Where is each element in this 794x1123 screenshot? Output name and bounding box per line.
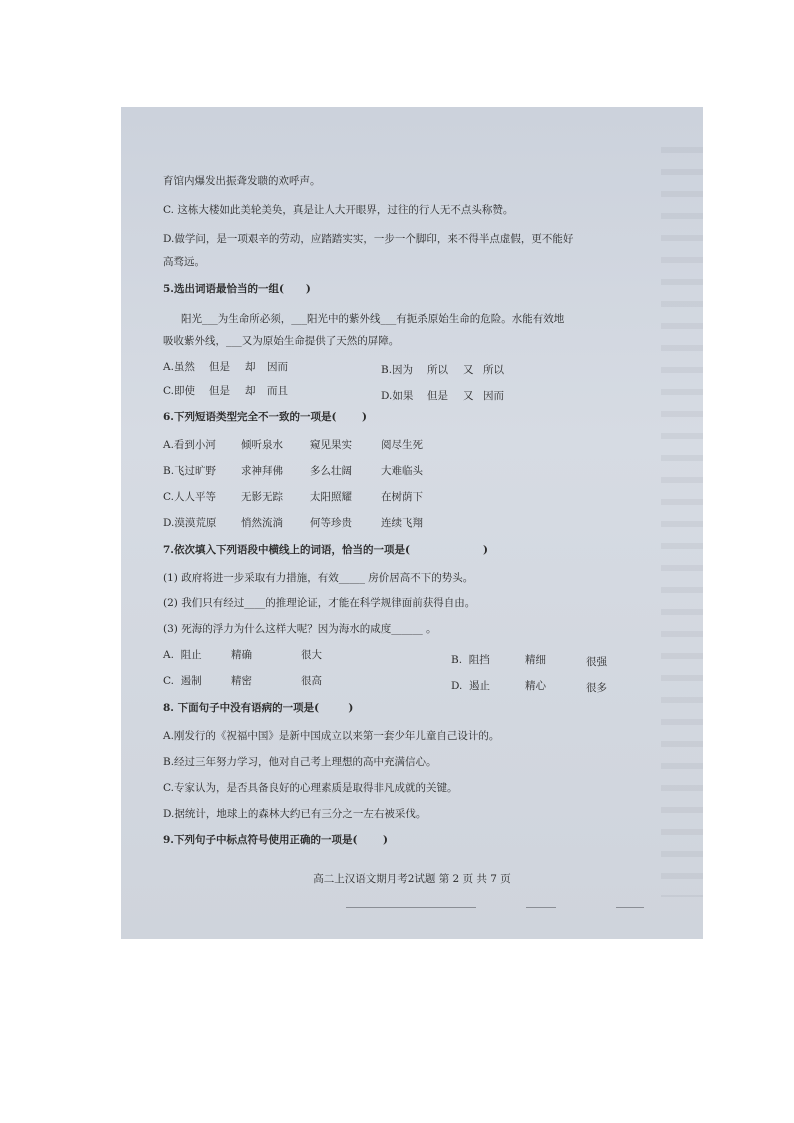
page-footer: 高二上汉语文期月考2试题 第 2 页 共 7 页 xyxy=(313,873,511,885)
q8-option-b: B.经过三年努力学习，他对自己考上理想的高中充满信心。 xyxy=(163,756,437,768)
question-8: 8. 下面句子中没有语病的一项是( ) xyxy=(163,702,354,714)
question-6: 6.下列短语类型完全不一致的一项是( ) xyxy=(163,411,367,423)
q5-passage-2: 吸收紫外线，___又为原始生命提供了天然的屏障。 xyxy=(163,335,400,347)
text-line: C. 这栋大楼如此美轮美奂，真是让人大开眼界，过往的行人无不点头称赞。 xyxy=(163,204,514,216)
footer-divider xyxy=(616,907,644,908)
q8-option-c: C.专家认为，是否具备良好的心理素质是取得非凡成就的关键。 xyxy=(163,782,458,794)
footer-divider xyxy=(526,907,556,908)
q8-option-d: D.据统计，地球上的森林大约已有三分之一左右被采伐。 xyxy=(163,808,427,820)
q8-option-a: A.刚发行的《祝福中国》是新中国成立以来第一套少年儿童自己设计的。 xyxy=(163,730,500,742)
question-5: 5.选出词语最恰当的一组( ) xyxy=(163,283,311,295)
text-line: D.做学问，是一项艰辛的劳动，应踏踏实实，一步一个脚印，来不得半点虚假，更不能好 xyxy=(163,233,574,245)
q5-passage-1: 阳光___为生命所必须，___阳光中的紫外线___有扼杀原始生命的危险。水能有效地 xyxy=(181,313,565,325)
text-line: 高骛远。 xyxy=(163,256,205,268)
question-9: 9.下列句子中标点符号使用正确的一项是( ) xyxy=(163,834,388,846)
question-7: 7.依次填入下列语段中横线上的词语，恰当的一项是( ) xyxy=(163,544,489,556)
scanned-page: 育馆内爆发出振聋发聩的欢呼声。 C. 这栋大楼如此美轮美奂，真是让人大开眼界，过往的行人无不点头称赞。 D.做学问，是一项艰辛的劳动，应踏踏实实，一步一个脚印，来不得半点虚假，更不能好 高骛远。 5.选出词语最恰当的一组( ) 阳光___为生命所必须，___阳光中的紫外线___有扼杀原始生命的危险。水能有效地 吸收紫外线，___又为原始生命提供了天然的屏障。 A.虽然 但是 却 因而 B.因为 所以 又 所以 C.即使 但是 却 而且 D.如果 但是 又 因而 6.下列短语类型完全不一致的一项是( ) A.看到小河 倾听泉水 窥见果实 阅尽生死 B.飞过旷野 求神拜佛 多么壮阔 大难临头 C.人人平等 无影无踪 太阳照耀 在树荫下 D.漠漠荒原 悄然流淌 何等珍贵 连续飞翔 7.依次填入下列语段中横线上的词语，恰当的一项是( ) (1) 政府将进一步采取有力措施，有效_____ 房价居高不下的势头。 (2) 我们只有经过____的推理论证，才能在科学规律面前获得自由。 (3) 死海的浮力为什么这样大呢？因为海水的咸度______ 。 A. 阻止 精确 很大 B. 阻挡 精细 很强 C. 遏制 精密 很高 D. 遏止 精心 很多 8. 下面句子中没有语病的一项是( ) A.刚发行的《祝福中国》是新中国成立以来第一套少年儿童自己设计的。 B.经过三年努力学习，他对自己考上理想的高中充满信心。 C.专家认为，是否具备良好的心理素质是取得非凡成就的关键。 D.据统计，地球上的森林大约已有三分之一左右被采伐。 9.下列句子中标点符号使用正确的一项是( ) 高二上汉语文期月考2试题 第 2 页 共 7 页 xyxy=(121,107,703,939)
bleed-through-shadow xyxy=(661,147,703,897)
q7-sentence-1: (1) 政府将进一步采取有力措施，有效_____ 房价居高不下的势头。 xyxy=(163,572,474,584)
footer-divider xyxy=(346,907,476,908)
q7-sentence-2: (2) 我们只有经过____的推理论证，才能在科学规律面前获得自由。 xyxy=(163,597,476,609)
q7-sentence-3: (3) 死海的浮力为什么这样大呢？因为海水的咸度______ 。 xyxy=(163,623,437,635)
text-line: 育馆内爆发出振聋发聩的欢呼声。 xyxy=(163,175,321,187)
